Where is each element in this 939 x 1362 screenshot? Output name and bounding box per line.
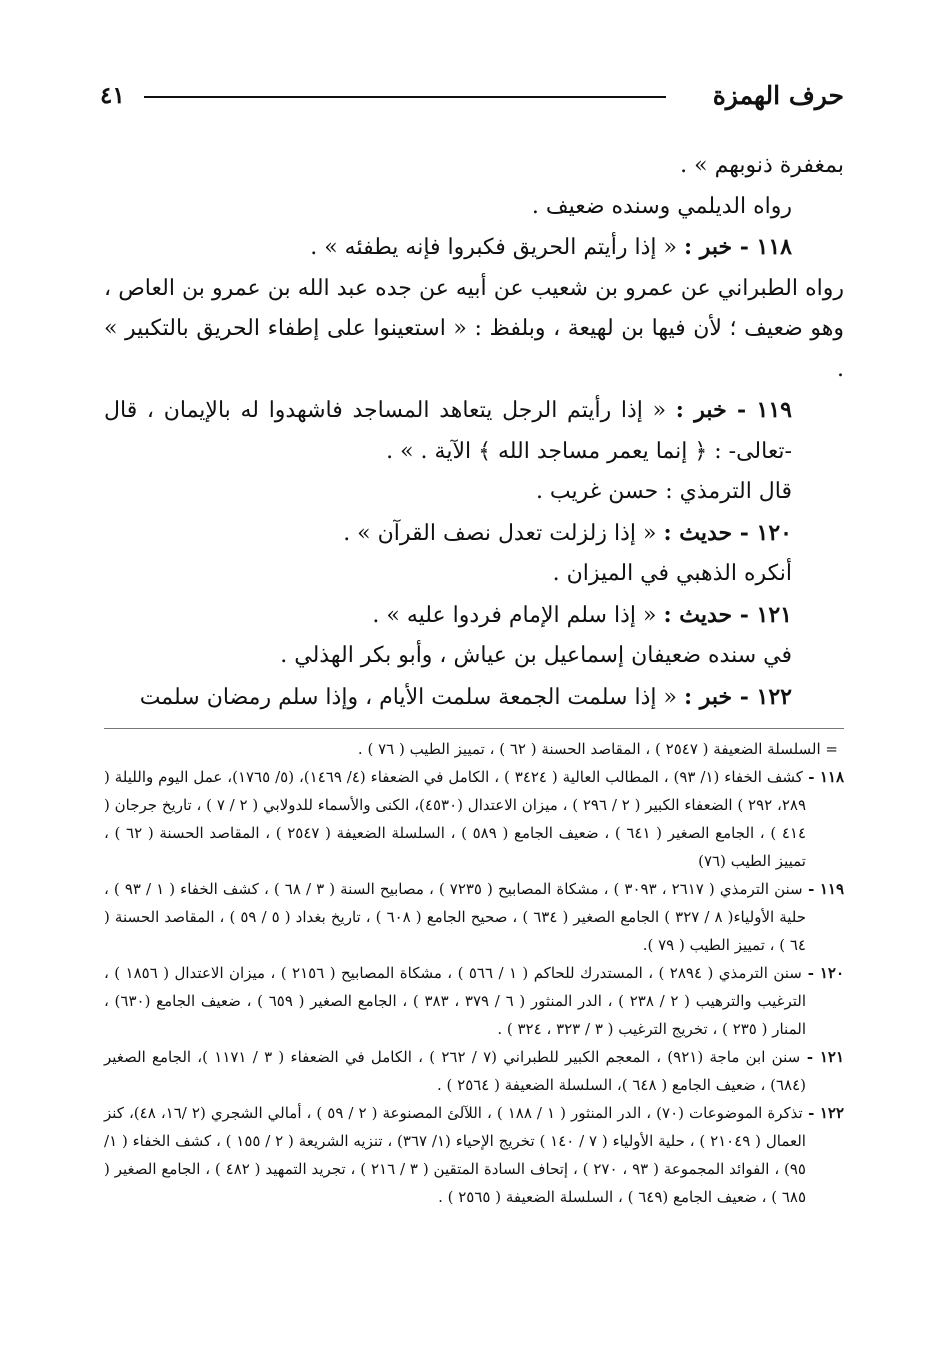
hadith-entry-122: ١٢٢ - خبر : « إذا سلمت الجمعة سلمت الأيام ، وإذا سلم رمضان سلمت [139,683,792,710]
page-header [100,78,844,114]
header-rule [144,96,666,98]
page-number: ٤١ [100,82,125,109]
footnote-122: ١٢٢ - تذكرة الموضوعات (٧٠) ، الدر المنثور ( ١ / ١٨٨ ) ، اللآلئ المصنوعة ( ٢ / ٥٩ ) ، أمالي الشجري (٢ /١٦، ٤٨)، كنز العمال ( ٢١٠٤٩ ) ، حلية الأولياء ( ٧ / ١٤٠ ) تخريج الإحياء (١/ ٣٦٧) ، تنزيه الشريعة ( ٢ / ١٥٥ ) ، كشف الخفاء ( ١/ ٩٥) ، الفوائد المجموعة ( ٩٣ ، ٢٧٠ ) ، إتحاف السادة المتقين ( ٣ / ٢١٦ ) ، تجريد التمهيد ( ٤٨٢ ) ، الجامع الصغير ( ٦٨٥ ) ، ضعيف الجامع (٦٤٩ ) ، السلسلة الضعيفة ( ٢٥٦٥ ) . [104,1104,845,1206]
footnote-number: ١٢٢ - [802,1104,845,1122]
body-paragraph: في سنده ضعيفان إسماعيل بن عياش ، وأبو بكر الهذلي . [280,643,792,668]
footnotes [104,735,844,1211]
hadith-entry-121: ١٢١ - حديث : « إذا سلم الإمام فردوا عليه » . [372,601,792,628]
footnote-120: ١٢٠ - سنن الترمذي ( ٢٨٩٤ ) ، المستدرك للحاكم ( ١ / ٥٦٦ ) ، مشكاة المصابيح ( ٢١٥٦ ) ، ميزان الاعتدال ( ١٨٥٦ ) ، الترغيب والترهيب ( ٢ / ٢٣٨ ) ، الدر المنثور ( ٦ / ٣٧٩ ، ٣٨٣ ) ، الجامع الصغير ( ٦٥٩ ) ، ضعيف الجامع (٦٣٠) ، المنار ( ٢٣٥ ) ، تخريج الترغيب ( ٣ / ٣٢٣ ، ٣٢٤ ) . [104,964,845,1038]
entry-number: ١١٨ - خبر : [683,234,792,260]
entry-number: ١٢٠ - حديث : [663,519,792,546]
footnote-number: ١٢٠ - [801,964,845,982]
entry-number: ١٢١ - حديث : [663,601,792,628]
hadith-entry-120: ١٢٠ - حديث : « إذا زلزلت تعدل نصف القرآن » . [343,519,792,546]
entry-number: ١١٩ - خبر : [675,397,792,423]
footnote-118: ١١٨ - كشف الخفاء (١/ ٩٣) ، المطالب العالية ( ٣٤٢٤ ) ، الكامل في الضعفاء (٤/ ١٤٦٩)، (٥/ ١٧٦٥)، عمل اليوم والليلة ( ٢٨٩، ٢٩٢ ) الضعفاء الكبير ( ٢ / ٢٩٦ ) ، ميزان الاعتدال (٤٥٣٠)، الكنى والأسماء للدولابي ( ٢ / ٧ ) ، تاريخ جرجان ( ٤١٤ ) ، الجامع الصغير ( ٦٤١ ) ، ضعيف الجامع ( ٥٨٩ ) ، السلسلة الضعيفة ( ٢٥٤٧ ) ، المقاصد الحسنة ( ٦٢ ) ، تمييز الطيب (٧٦) [104,768,844,870]
entry-number: ١٢٢ - خبر : [683,683,792,710]
footnote-continuation: = السلسلة الضعيفة ( ٢٥٤٧ ) ، المقاصد الحسنة ( ٦٢ ) ، تمييز الطيب ( ٧٦ ) . [357,740,838,758]
footnote-rule [104,728,844,729]
footnote-119: ١١٩ - سنن الترمذي ( ٢٦١٧ ، ٣٠٩٣ ) ، مشكاة المصابيح ( ٧٢٣٥ ) ، مصابيح السنة ( ٣ / ٦٨ ) ، كشف الخفاء ( ١ / ٩٣ ) ، حلية الأولياء( ٨ / ٣٢٧ ) الجامع الصغير ( ٦٣٤ ) ، صحيح الجامع ( ٦٠٨ ) ، تاريخ بغداد ( ٥ / ٥٩ ) ، المقاصد الحسنة ( ٦٤ ) ، تمييز الطيب ( ٧٩ ). [104,880,845,954]
footnote-121: ١٢١ - سنن ابن ماجة (٩٢١) ، المعجم الكبير للطبراني (٧ / ٢٦٢ ) ، الكامل في الضعفاء ( ٣ / ١١٧١ )، الجامع الصغير (٦٨٤) ، ضعيف الجامع ( ٦٤٨ )، السلسلة الضعيفة ( ٢٥٦٤ ) . [104,1048,844,1094]
footnote-number: ١١٩ - [802,880,845,898]
main-text [104,146,844,718]
body-paragraph: قال الترمذي : حسن غريب . [535,479,792,504]
chapter-title: حرف الهمزة [712,81,844,110]
footnote-number: ١١٨ - [802,768,844,786]
body-paragraph: بمغفرة ذنوبهم » . [680,153,844,178]
body-paragraph: رواه الطبراني عن عمرو بن شعيب عن أبيه عن جده عبد الله بن عمرو بن العاص ، وهو ضعيف ؛ لأن فيها بن لهيعة ، وبلفظ : « استعينوا على إطفاء الحريق بالتكبير » . [104,275,844,382]
hadith-entry-119: ١١٩ - خبر : « إذا رأيتم الرجل يتعاهد المساجد فاشهدوا له بالإيمان ، قال -تعالى- : ﴿ إنما يعمر مساجد الله ﴾ الآية . » . [104,397,792,464]
hadith-entry-118: ١١٨ - خبر : « إذا رأيتم الحريق فكبروا فإنه يطفئه » . [310,234,792,260]
body-paragraph: رواه الديلمي وسنده ضعيف . [531,193,792,219]
footnote-number: ١٢١ - [800,1048,844,1066]
body-paragraph: أنكره الذهبي في الميزان . [552,561,792,586]
